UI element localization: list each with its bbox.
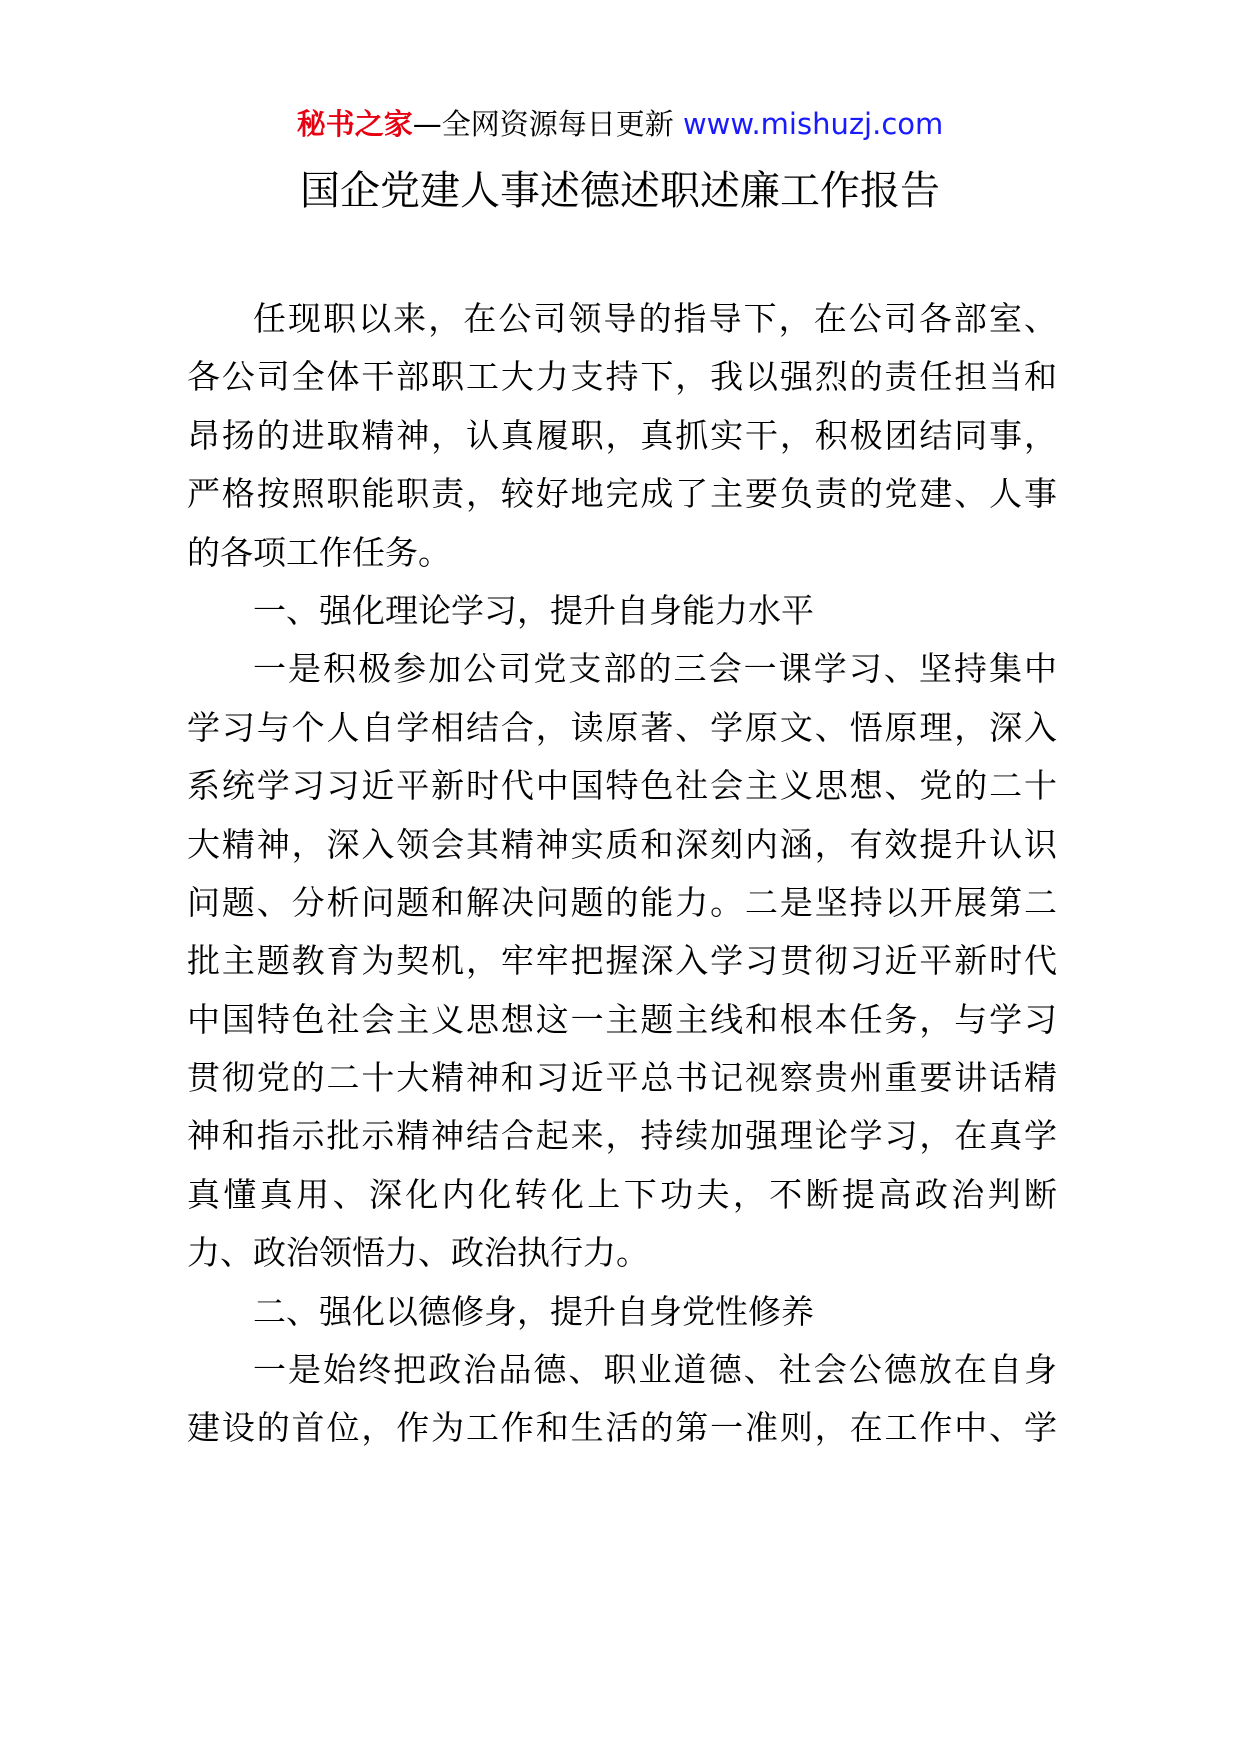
section-heading: 二、强化以德修身，提升自身党性修养 (253, 1291, 814, 1331)
site-url-link[interactable]: www.mishuzj.com (682, 107, 944, 141)
paragraph-line: 一是积极参加公司党支部的三会一课学习、坚持集中 (253, 649, 1057, 689)
document-title: 国企党建人事述德述职述廉工作报告 (300, 168, 940, 214)
paragraph-line: 系统学习习近平新时代中国特色社会主义思想、党的二十 (187, 766, 1057, 806)
paragraph-line: 一是始终把政治品德、职业道德、社会公德放在自身 (253, 1350, 1057, 1390)
paragraph-line: 神和指示批示精神结合起来，持续加强理论学习，在真学 (187, 1116, 1057, 1156)
paragraph-line: 贯彻党的二十大精神和习近平总书记视察贵州重要讲话精 (187, 1058, 1057, 1098)
paragraph-line: 建设的首位，作为工作和生活的第一准则，在工作中、学 (187, 1408, 1057, 1448)
paragraph-line: 大精神，深入领会其精神实质和深刻内涵，有效提升认识 (187, 824, 1057, 864)
paragraph-line: 学习与个人自学相结合，读原著、学原文、悟原理，深入 (187, 707, 1057, 747)
section-heading: 一、强化理论学习，提升自身能力水平 (253, 590, 814, 630)
paragraph-line: 力、政治领悟力、政治执行力。 (187, 1233, 649, 1273)
paragraph-line: 昂扬的进取精神，认真履职，真抓实干，积极团结同事， (187, 415, 1057, 455)
paragraph-line: 批主题教育为契机，牢牢把握深入学习贯彻习近平新时代 (187, 941, 1057, 981)
paragraph-line: 中国特色社会主义思想这一主题主线和根本任务，与学习 (187, 999, 1057, 1039)
site-tagline: —全网资源每日更新 (412, 107, 674, 141)
site-brand: 秘书之家 (296, 107, 413, 141)
paragraph-line: 严格按照职能职责，较好地完成了主要负责的党建、人事 (187, 474, 1057, 514)
document-body (187, 290, 1057, 1458)
site-header (0, 104, 1240, 144)
paragraph-line: 问题、分析问题和解决问题的能力。二是坚持以开展第二 (187, 882, 1057, 922)
paragraph-line: 真懂真用、深化内化转化上下功夫，不断提高政治判断 (187, 1174, 1057, 1214)
paragraph-line: 的各项工作任务。 (187, 532, 451, 572)
paragraph-line: 任现职以来，在公司领导的指导下，在公司各部室、 (253, 299, 1057, 338)
paragraph-line: 各公司全体干部职工大力支持下，我以强烈的责任担当和 (187, 357, 1057, 397)
